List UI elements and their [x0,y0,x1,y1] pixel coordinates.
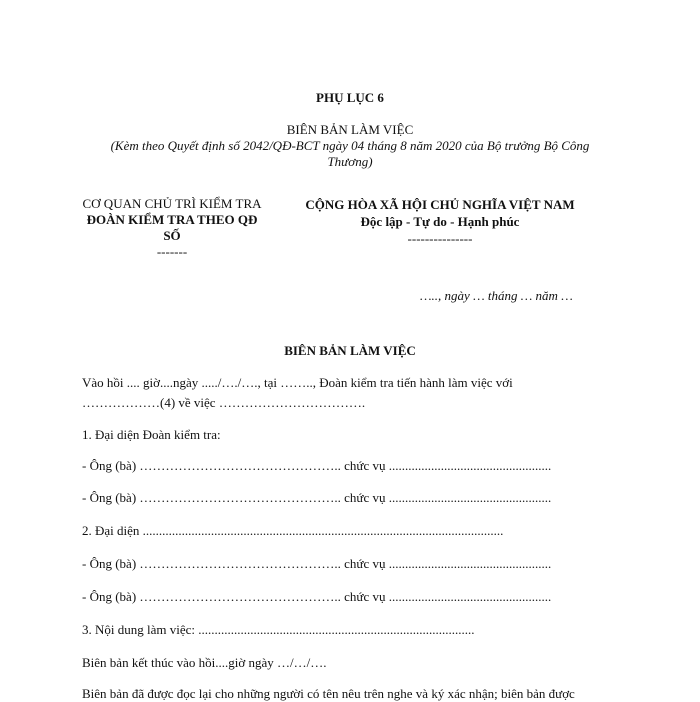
section1-row-1: - Ông (bà) ……………………………………….. chức vụ .................................................. [82,458,552,473]
national-motto: Độc lập - Tự do - Hạnh phúc [360,214,520,229]
section2-row-2: - Ông (bà) ……………………………………….. chức vụ .................................................. [82,589,552,604]
document-subtitle: (Kèm theo Quyết định số 2042/QĐ-BCT ngày 04 tháng 8 năm 2020 của Bộ trưởng Bộ Công Thương) [110,138,590,169]
section1-title: 1. Đại diện Đoàn kiểm tra: [82,427,221,442]
section3-title: 3. Nội dung làm việc: ..................................................................................... [82,622,475,637]
document-title: BIÊN BẢN LÀM VIỆC [286,122,414,137]
agency-block [82,196,262,260]
agency-name: CƠ QUAN CHỦ TRÌ KIỂM TRA [82,196,262,211]
closing-line-1: Biên bản kết thúc vào hồi....giờ ngày …/…/…. [82,655,327,670]
agency-divider: ------- [156,244,188,259]
appendix-label: PHỤ LỤC 6 [316,90,384,105]
closing-line-2: Biên bản đã được đọc lại cho những người có tên nêu trên nghe và ký xác nhận; biên bản được [82,686,575,701]
intro-line-2: ………………(4) về việc ……………………………. [82,395,366,410]
section2-title: 2. Đại diện ............................................................................................................... [82,523,504,538]
intro-line-1: Vào hồi .... giờ....ngày ...../…./…., tại …….., Đoàn kiểm tra tiến hành làm việc với [82,375,513,390]
country-name: CỘNG HÒA XÃ HỘI CHỦ NGHĨA VIỆT NAM [305,197,575,212]
inspection-team-name: ĐOÀN KIỂM TRA THEO QĐ SỐ [86,212,258,243]
motto-divider: --------------- [407,231,473,246]
section1-row-2: - Ông (bà) ……………………………………….. chức vụ .................................................. [82,490,552,505]
national-header-block [270,196,610,247]
date-line: ….., ngày … tháng … năm … [420,288,573,303]
main-title: BIÊN BẢN LÀM VIỆC [284,343,416,358]
section2-row-1: - Ông (bà) ……………………………………….. chức vụ .................................................. [82,556,552,571]
